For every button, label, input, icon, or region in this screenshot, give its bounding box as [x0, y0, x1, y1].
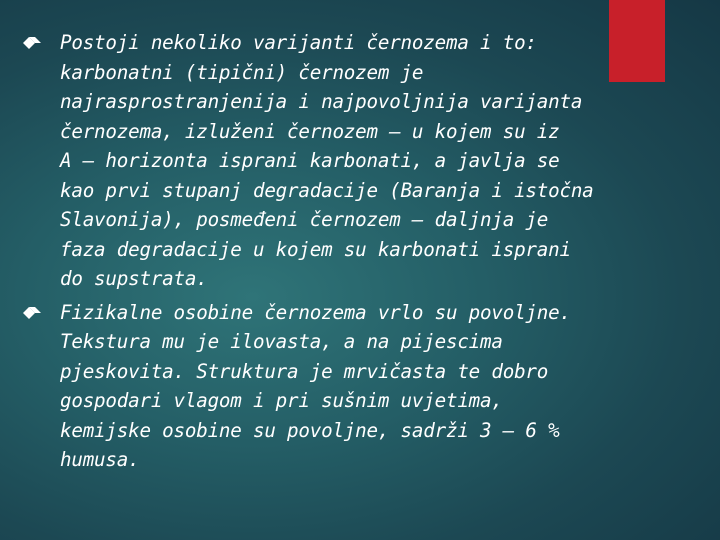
- bullet-list: [22, 28, 702, 479]
- bullet-item: [22, 28, 702, 294]
- diamond-bullet-icon: [22, 35, 42, 49]
- diamond-bullet-icon: [22, 305, 42, 319]
- bullet-text: Postoji nekoliko varijanti černozema i to: karbonatni (tipični) černozem je najrasprostranjenija i najpovoljnija varijanta černozema, izluženi černozem – u kojem su iz A – horizonta isprani karbonati, a javlja se kao prvi stupanj degradacije (Baranja i istočna Slavonija), posmeđeni černozem – daljnja je faza degradacije u kojem su karbonati isprani do supstrata.: [60, 31, 594, 290]
- bullet-text: Fizikalne osobine černozema vrlo su povoljne. Tekstura mu je ilovasta, a na pijescima pjeskovita. Struktura je mrvičasta te dobro gospodari vlagom i pri sušnim uvjetima, kemijske osobine su povoljne, sadrži 3 – 6 % humusa.: [60, 300, 571, 471]
- bullet-item: [22, 298, 702, 475]
